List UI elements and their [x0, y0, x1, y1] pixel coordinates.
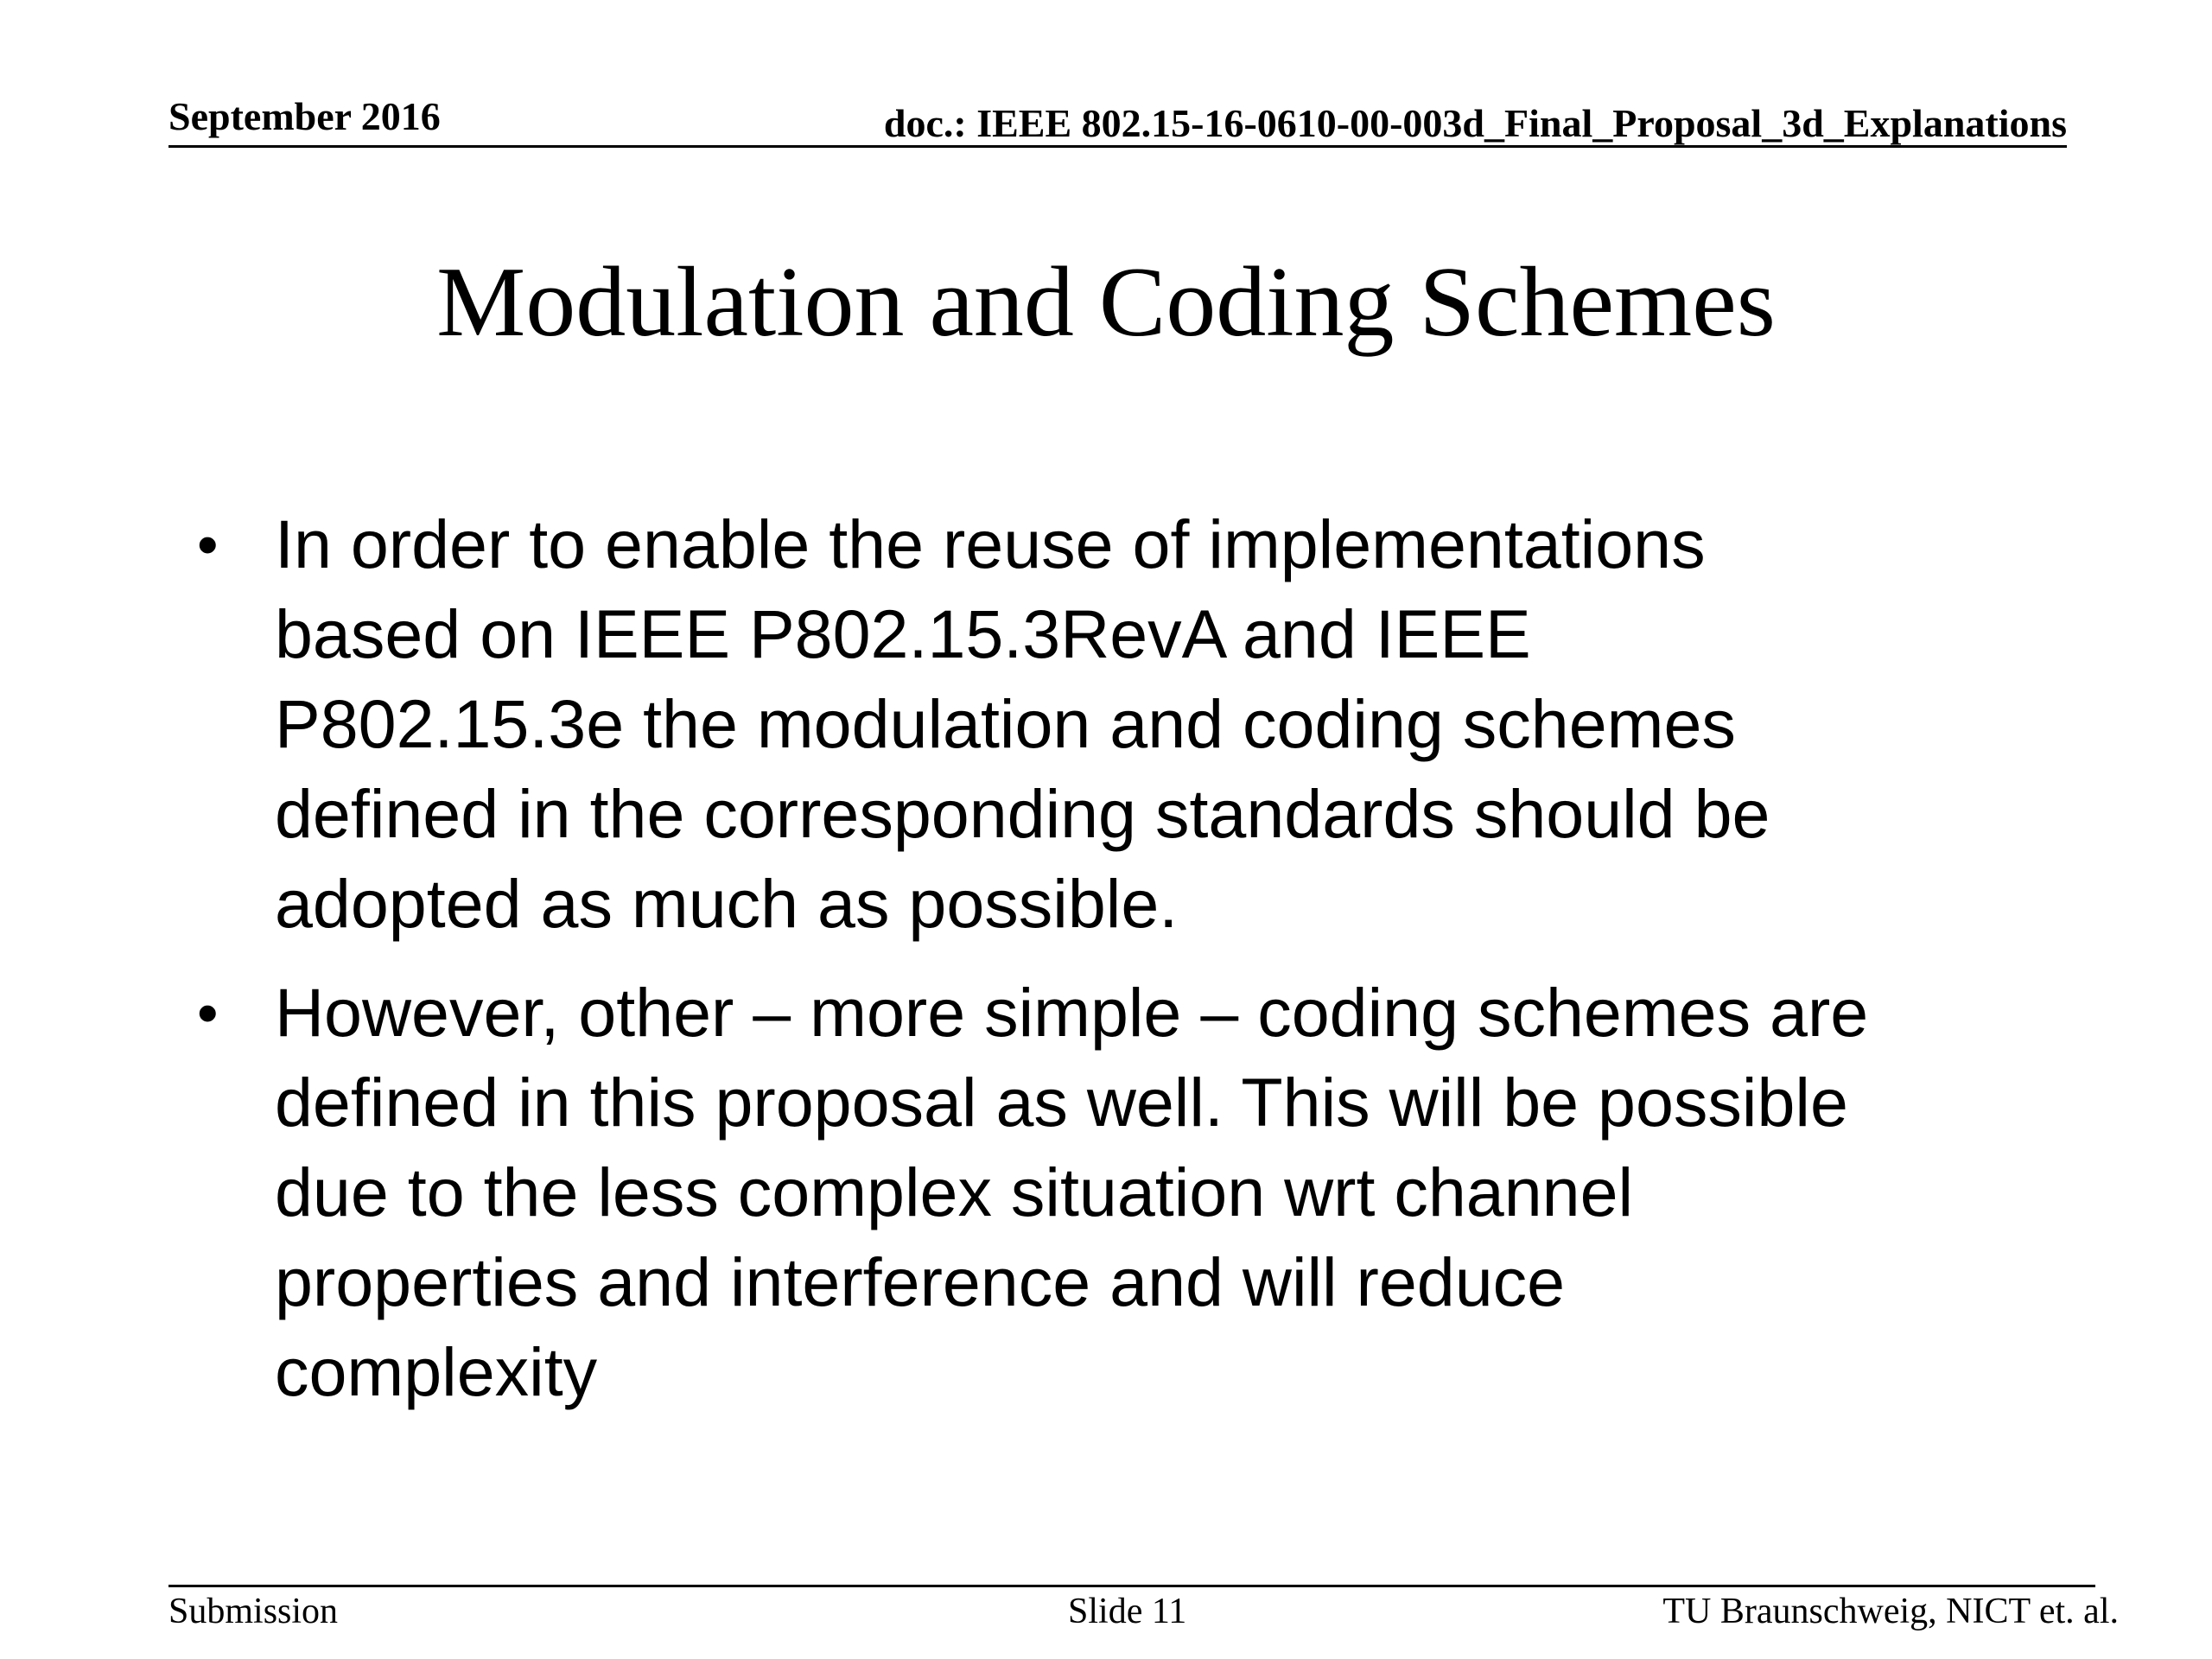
bullet-text-line: P802.15.3e the modulation and coding schemes: [275, 685, 1736, 762]
header-date: September 2016: [168, 94, 441, 138]
slide-title: Modulation and Coding Schemes: [436, 247, 1776, 358]
bullet-text-line: adopted as much as possible.: [275, 865, 1179, 942]
bullet-list: [181, 499, 2082, 1436]
bullet-marker: •: [197, 979, 219, 1046]
header-divider: [168, 145, 2067, 148]
bullet-text-line: due to the less complex situation wrt channel: [275, 1154, 1634, 1230]
footer-authors: TU Braunschweig, NICT et. al.: [1662, 1592, 2119, 1631]
bullet-text-line: based on IEEE P802.15.3RevA and IEEE: [275, 595, 1531, 672]
bullet-item-2: [181, 968, 2082, 1417]
bullet-text-line: defined in the corresponding standards should be: [275, 775, 1770, 852]
bullet-item-1: [181, 499, 2082, 949]
bullet-text-line: However, other – more simple – coding schemes are: [275, 974, 1869, 1051]
bullet-text-line: properties and interference and will reduce: [275, 1243, 1566, 1320]
bullet-text-line: In order to enable the reuse of implementations: [275, 505, 1706, 582]
footer-divider: [168, 1585, 2095, 1587]
footer-slide-number: Slide 11: [1068, 1592, 1187, 1631]
bullet-text-line: complexity: [275, 1333, 598, 1410]
header-doc-id: doc.: IEEE 802.15-16-0610-00-003d_Final_Proposal_3d_Explanations: [883, 101, 2067, 145]
bullet-marker: •: [197, 511, 219, 578]
footer-submission: Submission: [168, 1592, 339, 1631]
bullet-text-line: defined in this proposal as well. This will be possible: [275, 1064, 1848, 1141]
